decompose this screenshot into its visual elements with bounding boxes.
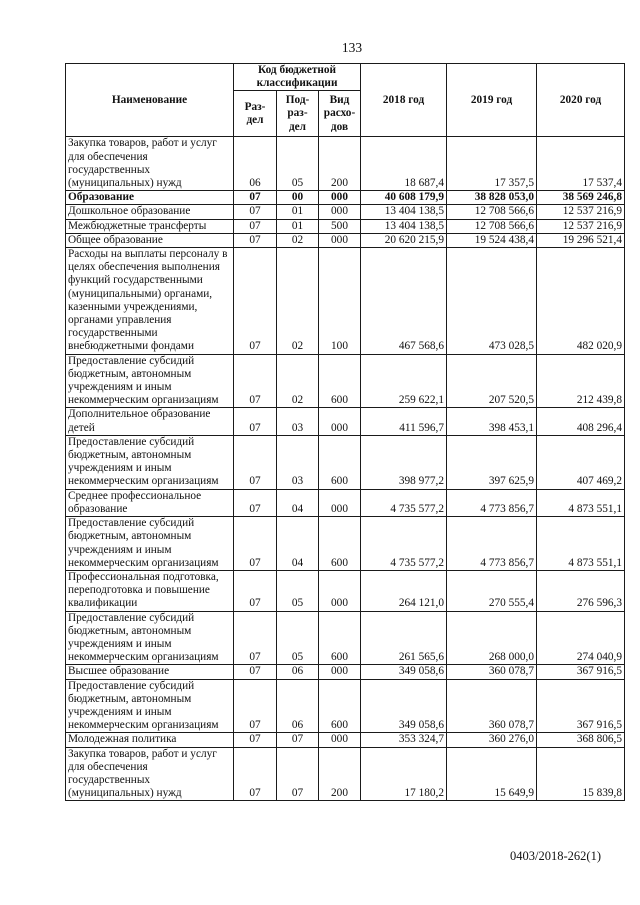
amount-2018: 411 596,7 — [361, 408, 447, 435]
section-code: 07 — [234, 408, 277, 435]
row-name: Среднее профессиональное образование — [66, 489, 234, 516]
amount-2019: 15 649,9 — [447, 747, 537, 801]
section-code: 07 — [234, 191, 277, 205]
table-row — [66, 435, 625, 489]
expense-type-code: 600 — [319, 611, 361, 665]
amount-2018: 349 058,6 — [361, 679, 447, 733]
amount-2018: 398 977,2 — [361, 435, 447, 489]
expense-type-code: 000 — [319, 570, 361, 611]
subsection-code: 03 — [277, 435, 319, 489]
amount-2019: 207 520,5 — [447, 354, 537, 408]
amount-2020: 4 873 551,1 — [537, 489, 625, 516]
amount-2018: 4 735 577,2 — [361, 489, 447, 516]
amount-2019: 360 078,7 — [447, 665, 537, 679]
subsection-code: 05 — [277, 137, 319, 191]
subsection-code: 05 — [277, 611, 319, 665]
row-name: Закупка товаров, работ и услуг для обеспечения государственных (муниципальных) нужд — [66, 747, 234, 801]
section-code: 07 — [234, 747, 277, 801]
row-name: Общее образование — [66, 233, 234, 247]
table-row — [66, 489, 625, 516]
table-header — [66, 64, 625, 137]
row-name: Предоставление субсидий бюджетным, автономным учреждениям и иным некоммерческим организациям — [66, 517, 234, 571]
section-code: 07 — [234, 517, 277, 571]
amount-2019: 12 708 566,6 — [447, 219, 537, 233]
amount-2018: 467 568,6 — [361, 248, 447, 355]
amount-2020: 276 596,3 — [537, 570, 625, 611]
table-row — [66, 354, 625, 408]
subsection-code: 03 — [277, 408, 319, 435]
subsection-code: 07 — [277, 747, 319, 801]
section-code: 07 — [234, 679, 277, 733]
amount-2018: 40 608 179,9 — [361, 191, 447, 205]
table-row — [66, 570, 625, 611]
table-row — [66, 611, 625, 665]
amount-2020: 274 040,9 — [537, 611, 625, 665]
section-code: 07 — [234, 489, 277, 516]
row-name: Профессиональная подготовка, переподготовка и повышение квалификации — [66, 570, 234, 611]
subsection-code: 04 — [277, 489, 319, 516]
amount-2020: 19 296 521,4 — [537, 233, 625, 247]
table-row — [66, 517, 625, 571]
amount-2020: 17 537,4 — [537, 137, 625, 191]
expense-type-code: 600 — [319, 517, 361, 571]
section-code: 07 — [234, 233, 277, 247]
row-name: Предоставление субсидий бюджетным, автономным учреждениям и иным некоммерческим организациям — [66, 611, 234, 665]
amount-2020: 408 296,4 — [537, 408, 625, 435]
amount-2019: 397 625,9 — [447, 435, 537, 489]
amount-2018: 17 180,2 — [361, 747, 447, 801]
table-body — [66, 137, 625, 801]
amount-2020: 15 839,8 — [537, 747, 625, 801]
amount-2019: 268 000,0 — [447, 611, 537, 665]
amount-2020: 4 873 551,1 — [537, 517, 625, 571]
subsection-code: 02 — [277, 233, 319, 247]
section-code: 07 — [234, 219, 277, 233]
amount-2020: 212 439,8 — [537, 354, 625, 408]
table-row — [66, 205, 625, 219]
table-row — [66, 137, 625, 191]
subsection-code: 02 — [277, 248, 319, 355]
amount-2020: 12 537 216,9 — [537, 219, 625, 233]
amount-2018: 261 565,6 — [361, 611, 447, 665]
row-name: Межбюджетные трансферты — [66, 219, 234, 233]
row-name: Молодежная политика — [66, 733, 234, 747]
section-code: 07 — [234, 205, 277, 219]
header-year-2019: 2019 год — [447, 64, 537, 137]
expense-type-code: 200 — [319, 747, 361, 801]
amount-2019: 12 708 566,6 — [447, 205, 537, 219]
expense-type-code: 000 — [319, 408, 361, 435]
amount-2019: 19 524 438,4 — [447, 233, 537, 247]
subsection-code: 05 — [277, 570, 319, 611]
amount-2020: 367 916,5 — [537, 679, 625, 733]
table-row — [66, 191, 625, 205]
table-row — [66, 219, 625, 233]
amount-2018: 13 404 138,5 — [361, 205, 447, 219]
section-code: 07 — [234, 733, 277, 747]
expense-type-code: 600 — [319, 435, 361, 489]
row-name: Предоставление субсидий бюджетным, автономным учреждениям и иным некоммерческим организациям — [66, 354, 234, 408]
amount-2019: 360 078,7 — [447, 679, 537, 733]
subsection-code: 07 — [277, 733, 319, 747]
page-number: 133 — [341, 40, 363, 55]
expense-type-code: 100 — [319, 248, 361, 355]
section-code: 07 — [234, 354, 277, 408]
header-subsection: Под- раз- дел — [277, 91, 319, 137]
budget-table — [65, 63, 625, 801]
amount-2020: 407 469,2 — [537, 435, 625, 489]
amount-2020: 368 806,5 — [537, 733, 625, 747]
expense-type-code: 500 — [319, 219, 361, 233]
subsection-code: 00 — [277, 191, 319, 205]
subsection-code: 06 — [277, 665, 319, 679]
expense-type-code: 200 — [319, 137, 361, 191]
subsection-code: 06 — [277, 679, 319, 733]
expense-type-code: 000 — [319, 191, 361, 205]
amount-2019: 360 276,0 — [447, 733, 537, 747]
expense-type-code: 600 — [319, 679, 361, 733]
row-name: Расходы на выплаты персоналу в целях обеспечения выполнения функций государственными (муниципальными) органами, казенными учреждениями, органами управления государственными внебюджетными фондами — [66, 248, 234, 355]
table-row — [66, 679, 625, 733]
amount-2018: 264 121,0 — [361, 570, 447, 611]
header-name: Наименование — [66, 64, 234, 137]
expense-type-code: 000 — [319, 733, 361, 747]
row-name: Высшее образование — [66, 665, 234, 679]
section-code: 06 — [234, 137, 277, 191]
table-row — [66, 408, 625, 435]
table-row — [66, 733, 625, 747]
amount-2018: 13 404 138,5 — [361, 219, 447, 233]
row-name: Предоставление субсидий бюджетным, автономным учреждениям и иным некоммерческим организациям — [66, 679, 234, 733]
section-code: 07 — [234, 665, 277, 679]
table-row — [66, 248, 625, 355]
amount-2018: 20 620 215,9 — [361, 233, 447, 247]
amount-2019: 398 453,1 — [447, 408, 537, 435]
table-row — [66, 747, 625, 801]
expense-type-code: 600 — [319, 354, 361, 408]
table-row — [66, 233, 625, 247]
expense-type-code: 000 — [319, 489, 361, 516]
amount-2019: 473 028,5 — [447, 248, 537, 355]
amount-2020: 367 916,5 — [537, 665, 625, 679]
amount-2019: 17 357,5 — [447, 137, 537, 191]
row-name: Предоставление субсидий бюджетным, автономным учреждениям и иным некоммерческим организациям — [66, 435, 234, 489]
amount-2018: 259 622,1 — [361, 354, 447, 408]
footer-document-code: 0403/2018-262(1) — [510, 849, 601, 863]
header-section: Раз- дел — [234, 91, 277, 137]
subsection-code: 01 — [277, 205, 319, 219]
subsection-code: 04 — [277, 517, 319, 571]
header-year-2018: 2018 год — [361, 64, 447, 137]
expense-type-code: 000 — [319, 233, 361, 247]
expense-type-code: 000 — [319, 665, 361, 679]
header-code-group: Код бюджетной классификации — [234, 64, 361, 91]
amount-2018: 353 324,7 — [361, 733, 447, 747]
header-year-2020: 2020 год — [537, 64, 625, 137]
amount-2020: 482 020,9 — [537, 248, 625, 355]
table-row — [66, 665, 625, 679]
section-code: 07 — [234, 435, 277, 489]
amount-2019: 270 555,4 — [447, 570, 537, 611]
row-name: Закупка товаров, работ и услуг для обеспечения государственных (муниципальных) нужд — [66, 137, 234, 191]
expense-type-code: 000 — [319, 205, 361, 219]
amount-2019: 4 773 856,7 — [447, 517, 537, 571]
row-name: Образование — [66, 191, 234, 205]
header-expense-type: Вид расхо- дов — [319, 91, 361, 137]
section-code: 07 — [234, 570, 277, 611]
row-name: Дополнительное образование детей — [66, 408, 234, 435]
row-name: Дошкольное образование — [66, 205, 234, 219]
amount-2020: 38 569 246,8 — [537, 191, 625, 205]
amount-2019: 4 773 856,7 — [447, 489, 537, 516]
amount-2018: 18 687,4 — [361, 137, 447, 191]
section-code: 07 — [234, 248, 277, 355]
subsection-code: 02 — [277, 354, 319, 408]
subsection-code: 01 — [277, 219, 319, 233]
header-row-top — [66, 64, 625, 91]
amount-2018: 4 735 577,2 — [361, 517, 447, 571]
section-code: 07 — [234, 611, 277, 665]
amount-2018: 349 058,6 — [361, 665, 447, 679]
amount-2020: 12 537 216,9 — [537, 205, 625, 219]
amount-2019: 38 828 053,0 — [447, 191, 537, 205]
